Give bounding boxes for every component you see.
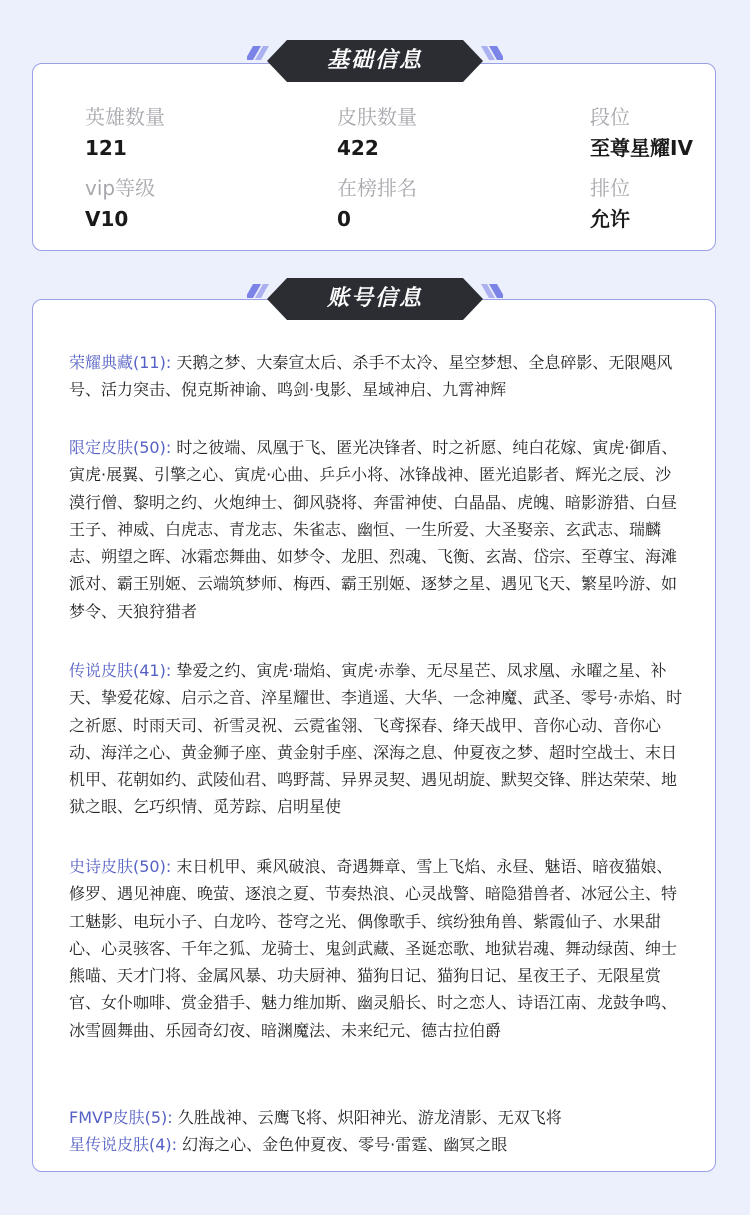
stat-label: 排位 (590, 176, 630, 200)
skin-section-epic (69, 853, 685, 1044)
section-items: 幻海之心、金色仲夏夜、零号·雷霆、幽冥之眼 (182, 1135, 508, 1154)
stat-leaderboard-rank (337, 175, 417, 232)
basic-info-card (32, 63, 716, 251)
skin-section-limited (69, 434, 685, 625)
section-label: FMVP皮肤(5): (69, 1108, 173, 1127)
stat-label: 段位 (590, 105, 630, 129)
skin-section-star-legendary (69, 1131, 685, 1158)
section-items: 天鹅之梦、大秦宣太后、杀手不太冷、星空梦想、全息碎影、无限飓风号、活力突击、倪克斯神谕、鸣剑·曳影、星域神启、九霄神辉 (69, 353, 673, 400)
section-items: 久胜战神、云鹰飞将、炽阳神光、游龙清影、无双飞将 (177, 1108, 562, 1127)
stat-vip-level (85, 175, 155, 232)
stat-value: V10 (85, 207, 129, 231)
section-label: 史诗皮肤(50): (69, 857, 172, 876)
skin-section-fmvp (69, 1104, 685, 1131)
section-label: 限定皮肤(50): (69, 438, 172, 457)
stat-value: 422 (337, 136, 379, 160)
section-label: 星传说皮肤(4): (69, 1135, 178, 1154)
section-label: 传说皮肤(41): (69, 661, 172, 680)
stat-value: 允许 (590, 207, 630, 231)
section-items: 时之彼端、凤凰于飞、匿光决锋者、时之祈愿、纯白花嫁、寅虎·御盾、寅虎·展翼、引擎之心、寅虎·心曲、乒乒小将、冰锋战神、匿光追影者、辉光之辰、沙漠行僧、黎明之约、火炮绅士、御风骁将、奔雷神使、白晶晶、虎魄、暗影游猎、白昼王子、神威、白虎志、青龙志、朱雀志、幽恒、一生所爱、大圣娶亲、玄武志、瑞麟志、朔望之晖、冰霜恋舞曲、如梦令、龙胆、烈魂、飞衡、玄嵩、岱宗、至尊宝、海滩派对、霸王别姬、云端筑梦师、梅西、霸王别姬、逐梦之星、遇见飞天、繁星吟游、如梦令、天狼狩猎者 (69, 438, 678, 621)
stat-label: vip等级 (85, 176, 156, 200)
account-info-card (32, 299, 716, 1172)
stat-value: 0 (337, 207, 351, 231)
skin-section-legendary (69, 657, 685, 821)
stat-skin-count (337, 104, 417, 161)
stat-label: 英雄数量 (85, 105, 165, 129)
section-label: 荣耀典藏(11): (69, 353, 172, 372)
stat-value: 121 (85, 136, 127, 160)
stat-rank-tier (590, 104, 693, 161)
skin-section-honor-collection (69, 349, 685, 404)
basic-info-title-banner (247, 38, 503, 84)
stat-value: 至尊星耀IV (590, 136, 693, 160)
section-items: 挚爱之约、寅虎·瑞焰、寅虎·赤拳、无尽星芒、凤求凰、永曜之星、补天、挚爱花嫁、启示之音、淬星耀世、李逍遥、大华、一念神魔、武圣、零号·赤焰、时之祈愿、时雨天司、祈雪灵祝、云霓雀翎、飞鸢探春、绛天战甲、音你心动、音你心动、海洋之心、黄金狮子座、黄金射手座、深海之息、仲夏夜之梦、超时空战士、末日机甲、花朝如约、武陵仙君、鸣野蒿、异界灵契、遇见胡旋、默契交锋、胖达荣荣、地狱之眼、乞巧织情、觅芳踪、启明星使 (69, 661, 683, 817)
section-title: 账号信息 (326, 286, 423, 311)
stat-label: 皮肤数量 (337, 105, 417, 129)
account-info-title-banner (247, 276, 503, 322)
section-title: 基础信息 (326, 48, 423, 73)
stat-hero-count (85, 104, 165, 161)
stat-label: 在榜排名 (337, 176, 417, 200)
section-items: 末日机甲、乘风破浪、奇遇舞章、雪上飞焰、永昼、魅语、暗夜猫娘、修罗、遇见神鹿、晚萤、逐浪之夏、节奏热浪、心灵战警、暗隐猎兽者、冰冠公主、特工魅影、电玩小子、白龙吟、苍穹之光、偶像歌手、缤纷独角兽、紫霞仙子、水果甜心、心灵骇客、千年之狐、龙骑士、鬼剑武藏、圣诞恋歌、地狱岩魂、舞动绿茵、绅士熊喵、天才门将、金属风暴、功夫厨神、猫狗日记、猫狗日记、星夜王子、无限星赏官、女仆咖啡、赏金猎手、魅力维加斯、幽灵船长、时之恋人、诗语江南、龙鼓争鸣、冰雪圆舞曲、乐园奇幻夜、暗渊魔法、未来纪元、德古拉伯爵 (69, 857, 678, 1040)
stat-ranked-allowed (590, 175, 630, 232)
